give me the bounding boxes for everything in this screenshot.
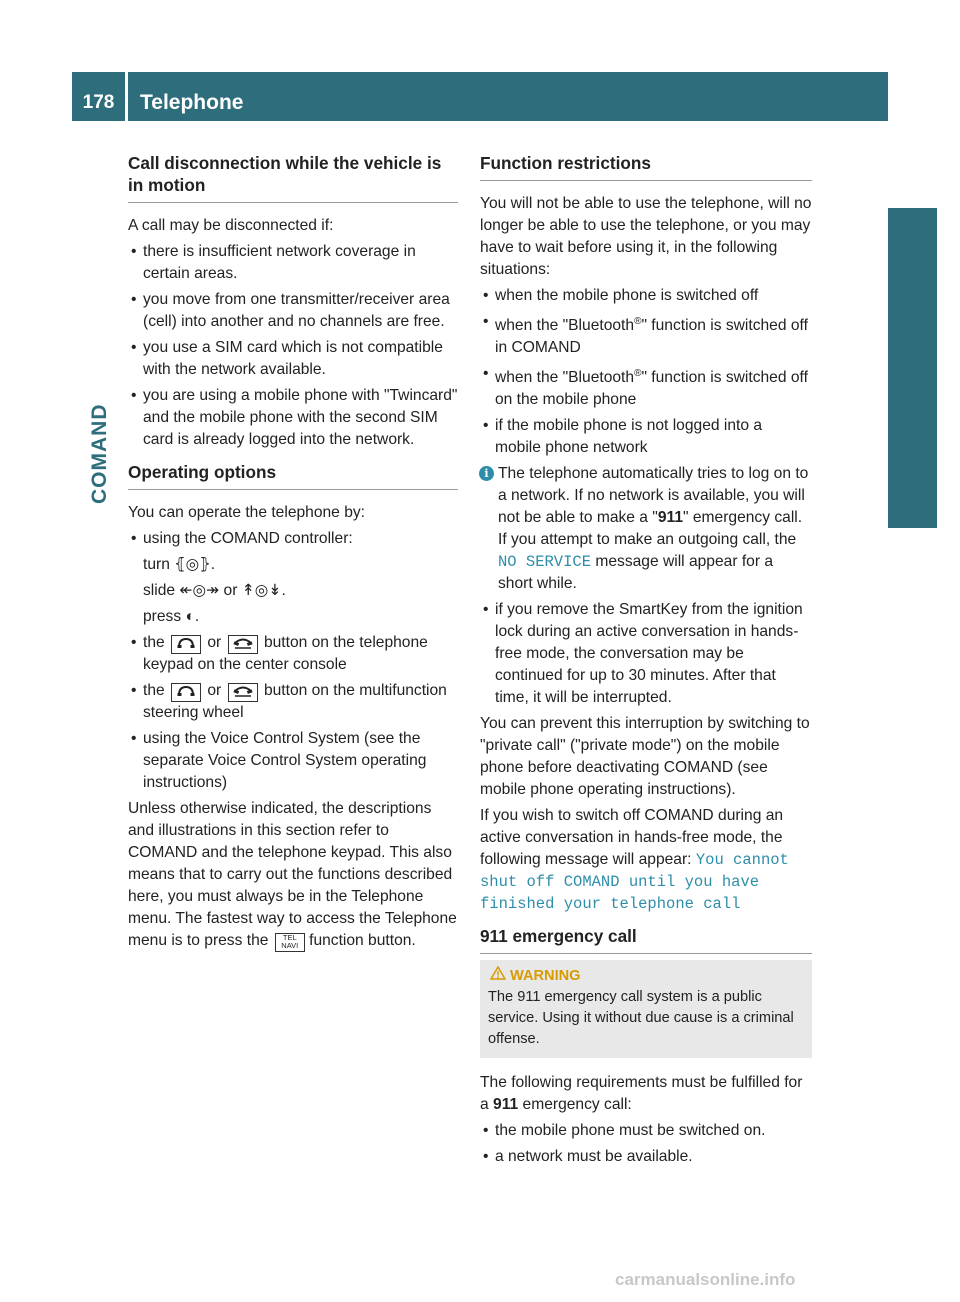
list-item: • if the mobile phone is not logged into a mobile phone network xyxy=(483,417,763,457)
section-title-911: 911 emergency call xyxy=(480,925,812,954)
list-item: • when the "Bluetooth®" function is switched off on the mobile phone xyxy=(483,365,808,409)
list-item: • when the "Bluetooth®" function is switched off in COMAND xyxy=(483,313,808,357)
warning-title: WARNING xyxy=(488,966,804,987)
paragraph-private-call: You can prevent this interruption by switching to "private call" ("private mode") on the mobile phone before deactivating COMAND (see mobile phone operating instructions). xyxy=(480,715,810,799)
warning-triangle-icon xyxy=(490,966,506,987)
restrictions-list xyxy=(480,285,812,459)
paragraph: You can operate the telephone by: xyxy=(128,504,365,521)
controller-slide-vertical-icon: ↟◎↡ xyxy=(241,582,282,599)
side-tab-label: COMAND xyxy=(88,403,111,504)
requirements-list xyxy=(480,1120,812,1168)
controller-turn-icon: ⦃◎⦄ xyxy=(174,556,211,573)
warning-box xyxy=(480,960,812,1058)
watermark: carmanualsonline.info xyxy=(615,1270,796,1289)
restrictions-list-cont xyxy=(480,599,812,709)
operating-options-list xyxy=(128,528,458,550)
controller-press-icon: ◐ xyxy=(185,608,195,625)
tel-navi-button-icon: TEL NAVI xyxy=(275,933,305,952)
paragraph: A call may be disconnected if: xyxy=(128,217,334,234)
shutoff-message: You cannot shut off COMAND until you have finished your telephone call xyxy=(480,851,789,914)
info-note: i The telephone automatically tries to log on to a network. If no network is available, you will not be able to make a "911" emergency call. If you attempt to make an outgoing call, the NO SERVICE message will appear for a short while. xyxy=(480,463,812,595)
page-header xyxy=(72,72,888,121)
phone-call-icon xyxy=(171,683,201,702)
list-item: • you use a SIM card which is not compatible with the network available. xyxy=(131,339,443,378)
paragraph-switch-off: If you wish to switch off COMAND during an active conversation in hands-free mode, the following message will appear: You cannot shut off COMAND until you have finished your telephone call xyxy=(480,807,789,914)
press-instruction: press ◐. xyxy=(143,608,200,625)
info-icon: i xyxy=(479,466,494,481)
section-title-operating-options: Operating options xyxy=(128,461,458,490)
list-item: • using the Voice Control System (see the separate Voice Control System operating instructions) xyxy=(131,730,427,791)
left-column xyxy=(128,152,458,956)
disconnection-list xyxy=(128,241,458,451)
slide-instruction: slide ↞◎↠ or ↟◎↡. xyxy=(143,582,286,599)
list-item: • when the mobile phone is switched off xyxy=(483,287,759,304)
phone-hangup-icon xyxy=(228,635,258,654)
operating-options-list-cont xyxy=(128,632,458,794)
warning-text: The 911 emergency call system is a public service. Using it without due cause is a criminal offense. xyxy=(488,989,794,1048)
page-number: 178 xyxy=(82,92,115,113)
section-title-call-disconnection: Call disconnection while the vehicle is in motion xyxy=(128,152,458,203)
phone-call-icon xyxy=(171,635,201,654)
list-item: • the or button on the telephone keypad on the center console xyxy=(131,634,428,673)
list-item: • the or button on the multifunction steering wheel xyxy=(131,682,447,721)
no-service-message: NO SERVICE xyxy=(498,553,592,572)
header-divider xyxy=(125,72,128,121)
list-item: • using the COMAND controller: xyxy=(131,530,353,547)
list-item: • the mobile phone must be switched on. xyxy=(483,1122,766,1140)
list-item: • you are using a mobile phone with "Twincard" and the mobile phone with the second SIM card is already logged into the network. xyxy=(131,387,458,448)
paragraph: You will not be able to use the telephone, will no longer be able to use the telephone, or you may have to wait before using it, in the following situations: xyxy=(480,195,812,278)
list-item: • if you remove the SmartKey from the ignition lock during an active conversation in hands-free mode, the conversation may be continued for up to 30 minutes. After that time, it will be interrupted. xyxy=(483,601,803,707)
paragraph-requirements: The following requirements must be fulfilled for a 911 emergency call: xyxy=(480,1074,803,1114)
section-title-function-restrictions: Function restrictions xyxy=(480,152,812,181)
chapter-title: Telephone xyxy=(140,91,244,114)
turn-instruction: turn ⦃◎⦄. xyxy=(143,556,216,573)
side-tab-marker xyxy=(888,208,937,528)
right-column xyxy=(480,152,812,1172)
list-item: • there is insufficient network coverage in certain areas. xyxy=(131,243,416,282)
list-item: • you move from one transmitter/receiver area (cell) into another and no channels are free. xyxy=(131,291,450,330)
paragraph-unless: Unless otherwise indicated, the descriptions and illustrations in this section refer to COMAND and the telephone keypad. This also means that to carry out the functions described here, you must always be in the Telephone menu. The fastest way to access the Telephone menu is to press the TEL NAVI function button. xyxy=(128,800,457,950)
list-item: • a network must be available. xyxy=(483,1148,693,1166)
phone-hangup-icon xyxy=(228,683,258,702)
controller-slide-horizontal-icon: ↞◎↠ xyxy=(179,582,220,599)
